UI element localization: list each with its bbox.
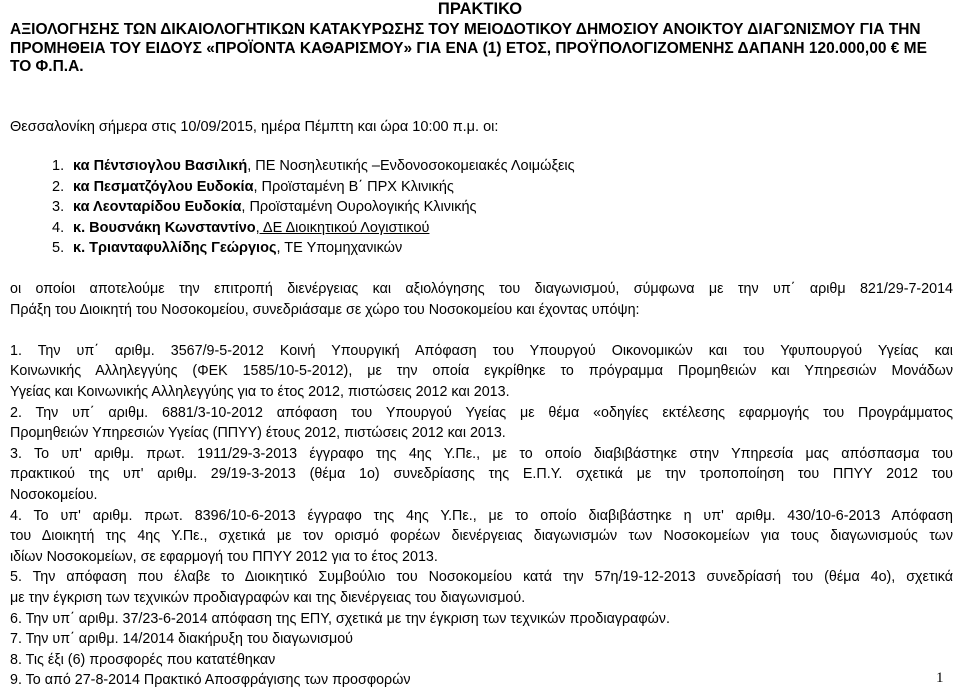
member-item: 1. κα Πέντσιογλου Βασιλική, ΠΕ Νοσηλευτικής –Ενδονοσοκομειακές Λοιμώξεις xyxy=(52,158,575,174)
text-line: 6. Την υπ΄ αριθμ. 37/23-6-2014 απόφαση της ΕΠΥ, σχετικά με την έγκριση των τεχνικών προδιαγραφών. xyxy=(10,610,670,627)
text-line: 4. Το υπ' αριθμ. πρωτ. 8396/10-6-2013 έγγραφο της 4ης Υ.Πε., με το οποίο διαβιβάστηκε η υπ' αριθμ. 430/10-6-2013 Απόφαση xyxy=(10,507,953,524)
text-line: οι οποίοι αποτελούμε την επιτροπή διενέργειας και αξιολόγησης του διαγωνισμού, σύμφωνα με την υπ΄ αριθμ 821/29-7-2014 xyxy=(10,281,953,297)
text-line: 1. Την υπ΄ αριθμ. 3567/9-5-2012 Κοινή Υπουργική Απόφαση του Υπουργού Οικονομικών και του Υφυπουργού Υγείας και xyxy=(10,342,953,359)
text-line: πρακτικού της υπ' αριθμ. 29/19-3-2013 (θέμα 1ο) συνεδρίασης της Ε.Π.Υ. σχετικά με την τροποποίηση του ΠΠΥΥ 2012 του xyxy=(10,466,953,483)
member-item: 2. κα Πεσματζόγλου Ευδοκία, Προϊσταμένη Β΄ ΠΡΧ Κλινικής xyxy=(52,178,454,195)
text-line: με την έγκριση των τεχνικών προδιαγραφών και της διενέργειας του διαγωνισμού. xyxy=(10,589,526,606)
intro-text: Θεσσαλονίκη σήμερα στις 10/09/2015, ημέρα Πέμπτη και ώρα 10:00 π.μ. οι: xyxy=(10,119,499,135)
document-heading: ΑΞΙΟΛΟΓΗΣΗΣ ΤΩΝ ΔΙΚΑΙΟΛΟΓΗΤΙΚΩΝ ΚΑΤΑΚΥΡΩΣΗΣ ΤΟΥ ΜΕΙΟΔΟΤΙΚΟΥ ΔΗΜΟΣΙΟΥ ΑΝΟΙΚΤΟΥ ΔΙΑΓΩΝΙΣΜΟΥ ΓΙΑ ΤΗΝ ΠΡΟΜΗΘΕΙΑ ΤΟΥ ΕΙΔΟΥΣ «ΠΡΟΪΟΝΤΑ ΚΑΘΑΡΙΣΜΟΥ» ΓΙΑ ΕΝΑ (1) ΕΤΟΣ, ΠΡΟΫΠΟΛΟΓΙΖΟΜΕΝΗΣ ΔΑΠΑΝΗ 120.000,00 € ΜΕ ΤΟ Φ.Π.Α. xyxy=(10,21,927,75)
text-line: 7. Την υπ΄ αριθμ. 14/2014 διακήρυξη του διαγωνισμού xyxy=(10,631,353,648)
committee-members-list xyxy=(52,156,575,259)
text-line: ιδίων Νοσοκομείων, σε εφαρμογή του ΠΠΥΥ 2012 για το έτος 2013. xyxy=(10,548,438,565)
text-line: Προμηθειών Υπηρεσιών Υγείας (ΠΠΥΥ) έτους 2012, πιστώσεις 2012 και 2013. xyxy=(10,425,506,442)
document-title: ΠΡΑΚΤΙΚΟ xyxy=(437,0,523,18)
member-item: 3. κα Λεονταρίδου Ευδοκία, Προϊσταμένη Ουρολογικής Κλινικής xyxy=(52,199,477,216)
text-line: 3. Το υπ' αριθμ. πρωτ. 1911/29-3-2013 έγγραφο της 4ης Υ.Πε., με το οποίο διαβιβάστηκε στην Υπηρεσία μας απόσπασμα του xyxy=(10,445,953,462)
page-number: 1 xyxy=(936,670,944,686)
text-line: Υγείας και Κοινωνικής Αλληλεγγύης για το έτος 2012, πιστώσεις 2012 και 2013. xyxy=(10,383,510,400)
text-line: 5. Την απόφαση που έλαβε το Διοικητικό Συμβούλιο του Νοσοκομείου κατά την 57η/19-12-2013 συνεδρίασή του (θέμα 4ο), σχετικά xyxy=(10,569,953,586)
text-line: Πράξη του Διοικητή του Νοσοκομείου, συνεδριάσαμε σε χώρο του Νοσοκομείου και έχοντας υπόψη: xyxy=(10,301,640,318)
text-line: 2. Την υπ΄ αριθμ. 6881/3-10-2012 απόφαση του Υπουργού Υγείας με θέμα «οδηγίες εκτέλεσης εφαρμογής του Προγράμματος xyxy=(10,404,953,421)
text-line: 8. Τις έξι (6) προσφορές που κατατέθηκαν xyxy=(10,651,276,668)
text-line: του Διοικητή της 4ης Υ.Πε., σχετικά με τον ορισμό φορέων διενέργειας διαγωνισμών των Νοσοκομείων για τους διαγωνισμούς των xyxy=(10,528,953,545)
member-item: 5. κ. Τριανταφυλλίδης Γεώργιος, ΤΕ Υπομηχανικών xyxy=(52,240,403,257)
member-item: 4. κ. Βουσνάκη Κωνσταντίνο, ΔΕ Διοικητικού Λογιστικού xyxy=(52,219,430,236)
text-line: Κοινωνικής Αλληλεγγύης (ΦΕΚ 1585/10-5-2012), με την οποία εγκρίθηκε το πρόγραμμα Προμηθειών και Υπηρεσιών Μονάδων xyxy=(10,363,953,380)
text-line: 9. Το από 27-8-2014 Πρακτικό Αποσφράγισης των προσφορών xyxy=(10,672,411,689)
text-line: Νοσοκομείου. xyxy=(10,486,98,503)
